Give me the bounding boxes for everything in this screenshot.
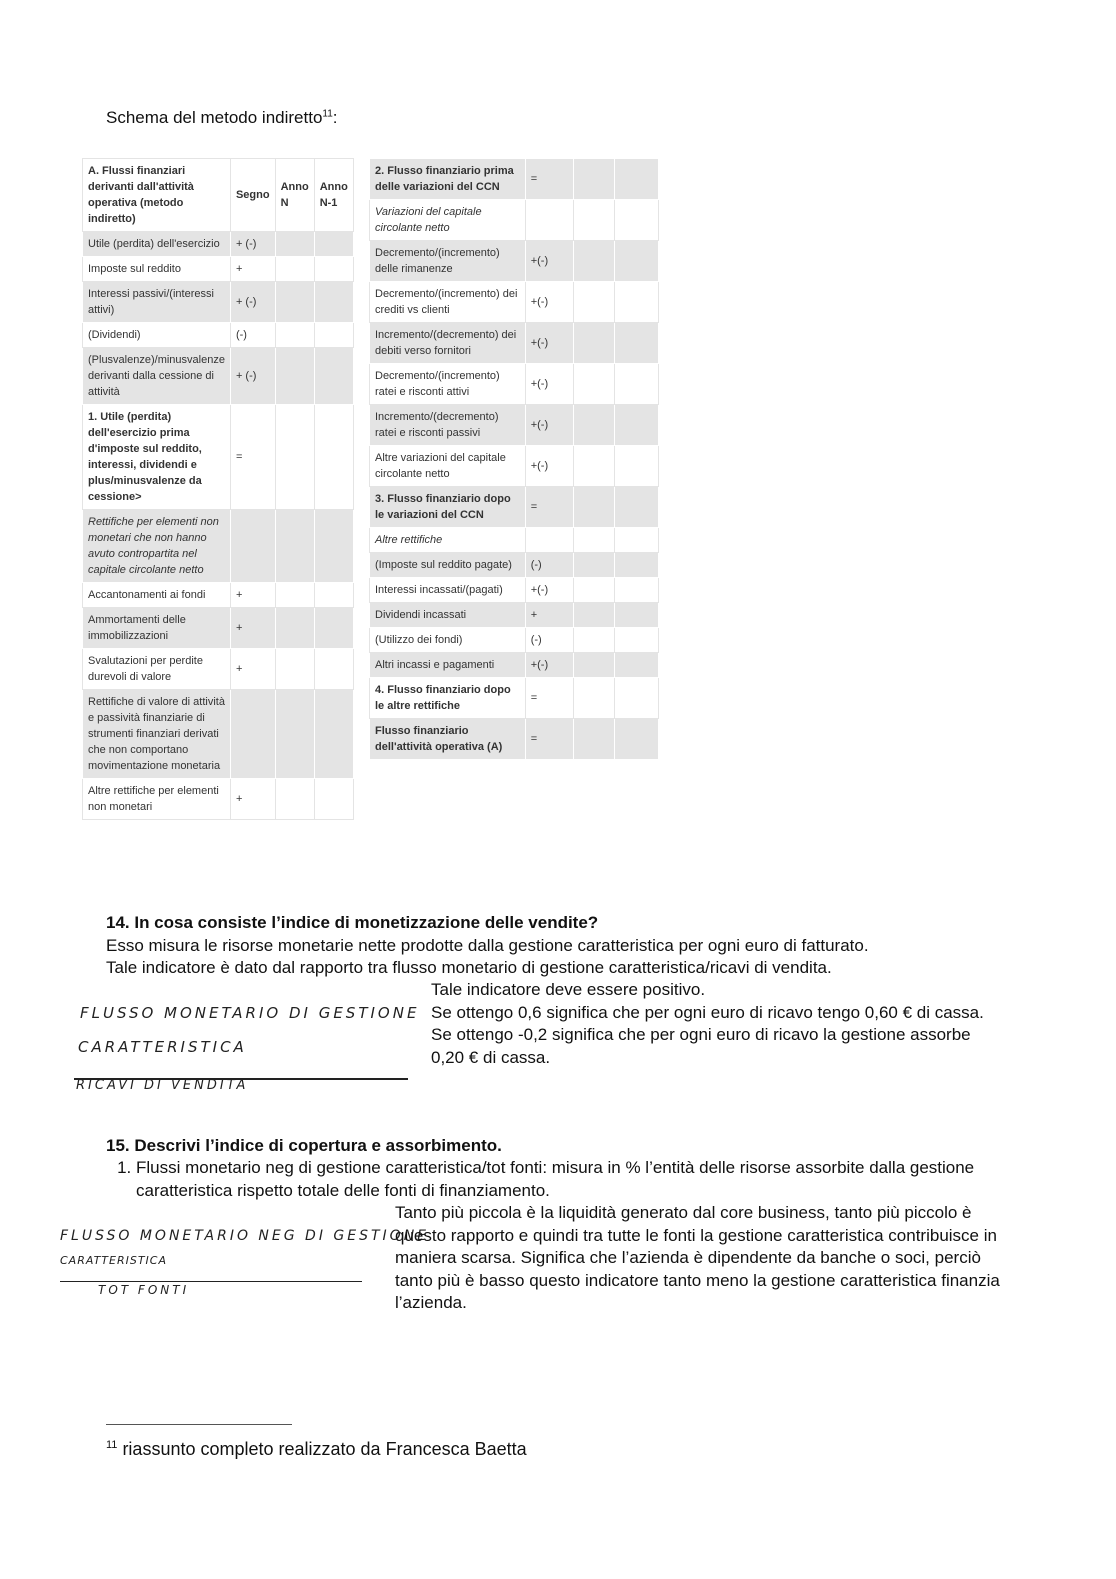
row-value-cell [275,232,314,257]
row-value-cell [275,779,314,820]
row-value-cell [275,405,314,510]
row-value-cell [615,159,659,200]
row-value-cell [573,628,615,653]
table-row [83,510,354,583]
row-value-cell [615,653,659,678]
row-sign: +(-) [525,241,573,282]
header-segno: Segno [230,159,275,232]
footnote: $^{11}$ riassunto completo realizzato da Francesca Baetta [106,1439,527,1459]
row-value-cell [573,323,615,364]
row-value-cell [314,608,353,649]
row-sign: + (-) [230,232,275,257]
row-value-cell [573,553,615,578]
row-value-cell [275,348,314,405]
table-row [83,608,354,649]
row-label: Altre rettifiche [370,528,526,553]
table-row [83,779,354,820]
row-value-cell [573,719,615,760]
table-row [370,487,659,528]
row-value-cell [314,510,353,583]
row-label: Altre variazioni del capitale circolante netto [370,446,526,487]
table-row [370,628,659,653]
row-sign: +(-) [525,578,573,603]
table-row [370,282,659,323]
table-row [370,603,659,628]
row-value-cell [615,719,659,760]
section-heading: Schema del metodo indiretto$^{11}$: [106,108,338,127]
cash-flow-table-b [369,158,659,760]
row-label: 2. Flusso finanziario prima delle variazioni del CCN [370,159,526,200]
row-value-cell [573,241,615,282]
header-anno-n1: Anno N-1 [314,159,353,232]
row-value-cell [275,608,314,649]
row-value-cell [314,257,353,282]
list-item: 1. Flussi monetario neg di gestione caratteristica/tot fonti: misura in % l’entità delle risorse assorbite dalla gestione caratteristica rispetto totale delle fonti di finanziamento. [136,1157,1036,1202]
row-value-cell [573,159,615,200]
row-value-cell [314,583,353,608]
row-value-cell [573,405,615,446]
question-15 [106,1135,502,1158]
row-sign [230,510,275,583]
row-label: Imposte sul reddito [83,257,231,282]
footnote-ref: 11 [322,108,333,120]
row-value-cell [275,690,314,779]
row-sign: = [525,719,573,760]
row-label: Flusso finanziario dell'attività operativa (A) [370,719,526,760]
row-label: Decremento/(incremento) ratei e risconti attivi [370,364,526,405]
row-value-cell [314,690,353,779]
row-sign [230,690,275,779]
row-sign: + [230,257,275,282]
row-value-cell [275,282,314,323]
table-row [370,528,659,553]
table-row [83,405,354,510]
question-14-p1: Esso misura le risorse monetarie nette prodotte dalla gestione caratteristica per ogni euro di fatturato. [106,935,869,955]
row-value-cell [314,649,353,690]
row-sign: + [230,583,275,608]
question-15-side-text: Tanto più piccola è la liquidità generato dal core business, tanto più piccolo è questo rapporto e quindi tra tutte le fonti la gestione caratteristica contribuisce in maniera scarsa. Significa che l’azienda è dipendente da banche o soci, perciò tanto più è basso questo indicatore tanto meno la gestione caratteristica finanzia l’azienda. [395,1203,1000,1312]
table-row [83,257,354,282]
row-value-cell [615,553,659,578]
cash-flow-table-a [82,158,354,820]
row-label: 3. Flusso finanziario dopo le variazioni del CCN [370,487,526,528]
row-value-cell [615,241,659,282]
row-sign: +(-) [525,282,573,323]
row-label: Utile (perdita) dell'esercizio [83,232,231,257]
row-value-cell [615,628,659,653]
row-value-cell [615,282,659,323]
row-value-cell [314,323,353,348]
row-label: Rettifiche per elementi non monetari che non hanno avuto contropartita nel capitale circolante netto [83,510,231,583]
table-row [370,159,659,200]
row-value-cell [615,405,659,446]
table-row [83,690,354,779]
row-value-cell [314,779,353,820]
table-row [83,323,354,348]
row-value-cell [573,653,615,678]
row-sign: = [525,487,573,528]
table-row [370,653,659,678]
row-sign: = [230,405,275,510]
row-label: (Plusvalenze)/minusvalenze derivanti dalla cessione di attività [83,348,231,405]
handwritten-numerator-2: CARATTERISTICA [78,1038,247,1056]
row-sign: + [230,649,275,690]
row-value-cell [615,487,659,528]
row-value-cell [314,232,353,257]
row-value-cell [573,603,615,628]
question-15-title: 15. Descrivi l’indice di copertura e assorbimento. [106,1136,502,1155]
row-value-cell [615,323,659,364]
table-row [370,719,659,760]
row-label: Dividendi incassati [370,603,526,628]
row-label: 4. Flusso finanziario dopo le altre rettifiche [370,678,526,719]
row-value-cell [573,678,615,719]
handwritten-numerator-2: CARATTERISTICA [60,1254,168,1267]
question-15-list [106,1157,1036,1202]
row-label: (Utilizzo dei fondi) [370,628,526,653]
table-row [370,200,659,241]
row-label: Altre rettifiche per elementi non monetari [83,779,231,820]
table-row [370,405,659,446]
row-label: Decremento/(incremento) delle rimanenze [370,241,526,282]
table-row [370,553,659,578]
row-value-cell [275,649,314,690]
table-row [83,232,354,257]
row-sign: = [525,159,573,200]
table-row [370,364,659,405]
table-row [83,649,354,690]
row-value-cell [573,578,615,603]
row-label: Interessi passivi/(interessi attivi) [83,282,231,323]
row-sign: +(-) [525,446,573,487]
row-value-cell [615,200,659,241]
row-value-cell [615,446,659,487]
question-14-side-text: Tale indicatore deve essere positivo. Se ottengo 0,6 significa che per ogni euro di ricavo tengo 0,60 € di cassa. Se ottengo -0,2 significa che per ogni euro di ricavo la gestione assorbe 0,20 € di cassa. [431,980,984,1067]
table-row [370,241,659,282]
row-value-cell [275,257,314,282]
row-sign: + [230,779,275,820]
row-value-cell [314,348,353,405]
row-value-cell [573,528,615,553]
row-sign: + (-) [230,348,275,405]
table-row [83,282,354,323]
row-label: Accantonamenti ai fondi [83,583,231,608]
handwritten-numerator-1: FLUSSO MONETARIO NEG DI GESTIONE [60,1228,430,1244]
row-label: Variazioni del capitale circolante netto [370,200,526,241]
row-sign: = [525,678,573,719]
row-value-cell [275,583,314,608]
row-sign: +(-) [525,323,573,364]
table-row [83,583,354,608]
table-row [370,678,659,719]
row-sign: +(-) [525,405,573,446]
row-value-cell [615,578,659,603]
row-label: (Dividendi) [83,323,231,348]
table-row [370,323,659,364]
row-sign: (-) [230,323,275,348]
table-b-body [370,159,659,760]
row-sign: (-) [525,628,573,653]
row-value-cell [615,678,659,719]
row-value-cell [573,282,615,323]
row-label: Svalutazioni per perdite durevoli di valore [83,649,231,690]
row-label: Decremento/(incremento) dei crediti vs clienti [370,282,526,323]
header-label: A. Flussi finanziari derivanti dall'attività operativa (metodo indiretto) [83,159,231,232]
fraction-line [60,1281,362,1282]
header-anno-n: Anno N [275,159,314,232]
question-14 [106,912,869,980]
row-label: Interessi incassati/(pagati) [370,578,526,603]
handwritten-numerator-1: FLUSSO MONETARIO DI GESTIONE [80,1004,420,1022]
row-sign: +(-) [525,364,573,405]
row-value-cell [615,364,659,405]
table-row [83,348,354,405]
row-sign: + (-) [230,282,275,323]
handwritten-denominator: RICAVI DI VENDITA [76,1078,249,1093]
question-14-p2: Tale indicatore è dato dal rapporto tra flusso monetario di gestione caratteristica/ricavi di vendita. [106,958,832,977]
row-value-cell [573,446,615,487]
row-value-cell [615,528,659,553]
row-sign: + [230,608,275,649]
row-label: Incremento/(decremento) dei debiti verso fornitori [370,323,526,364]
row-value-cell [573,364,615,405]
row-sign: +(-) [525,653,573,678]
row-value-cell [573,487,615,528]
row-label: Altri incassi e pagamenti [370,653,526,678]
row-value-cell [314,405,353,510]
row-value-cell [275,510,314,583]
row-value-cell [314,282,353,323]
row-value-cell [615,603,659,628]
row-value-cell [573,200,615,241]
table-row [370,446,659,487]
row-sign: (-) [525,553,573,578]
handwritten-denominator: TOT FONTI [98,1283,190,1297]
row-sign: + [525,603,573,628]
row-sign [525,200,573,241]
question-14-title: 14. In cosa consiste l’indice di monetizzazione delle vendite? [106,913,599,932]
row-sign [525,528,573,553]
row-label: (Imposte sul reddito pagate) [370,553,526,578]
row-value-cell [275,323,314,348]
table-a-body [83,232,354,820]
row-label: 1. Utile (perdita) dell'esercizio prima d'imposte sul reddito, interessi, dividendi e plus/minusvalenze da cessione> [83,405,231,510]
footnote-divider [106,1424,292,1425]
row-label: Ammortamenti delle immobilizzazioni [83,608,231,649]
table-row [370,578,659,603]
row-label: Rettifiche di valore di attività e passività finanziarie di strumenti finanziari derivati che non comportano movimentazione monetaria [83,690,231,779]
row-label: Incremento/(decremento) ratei e risconti passivi [370,405,526,446]
table-header-row [83,159,354,232]
